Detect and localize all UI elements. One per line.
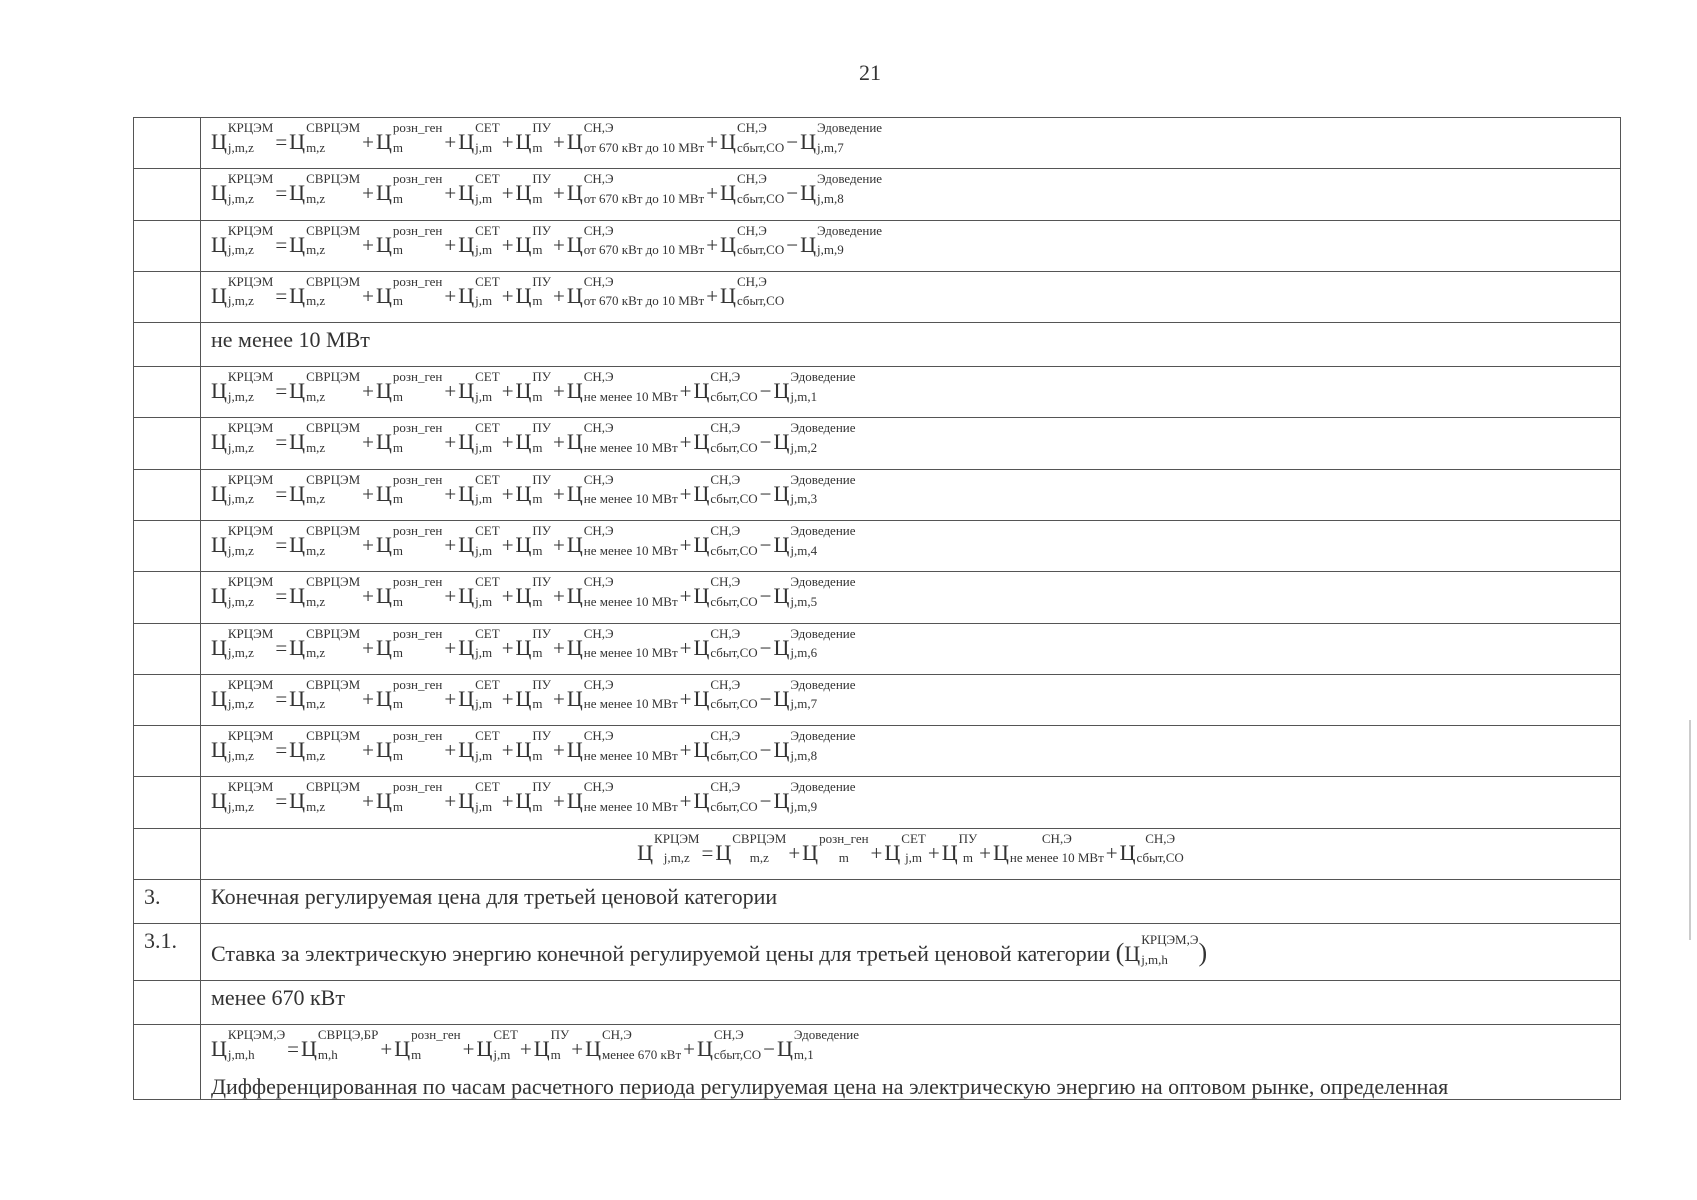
table-row: 3.1. Ставка за электрическую энергию конечной регулируемой цены для третьей ценовой категории (Ц КРЦЭМ,Э j,m,h ) <box>134 923 1621 980</box>
formula-term: Ц СЕТ j,m <box>458 369 500 404</box>
formula-term: Ц СВРЦЭМ m,z <box>289 471 361 507</box>
formula-term: Ц СН,Э не менее 10 МВт <box>566 779 678 815</box>
price-formula: Ц КРЦЭМ j,m,z =Ц СВРЦЭМ m,z +Ц розн_ген m +Ц СЕТ j,m +Ц ПУ m +Ц СН,Э не менее 10 МВт +Ц СН,Э сбыт,СО −Ц Эдоведение j,m,3 <box>211 482 856 506</box>
formula-term: Ц СН,Э сбыт,СО <box>720 222 785 258</box>
formula-term: Ц розн_ген m <box>376 728 443 763</box>
formula-term: Ц СВРЦЭМ m,z <box>289 522 361 558</box>
formula-term: Ц СЕТ j,m <box>458 120 500 155</box>
formula-cell <box>201 726 1621 777</box>
formula-term: Ц СЕТ j,m <box>458 420 500 456</box>
formula-term: Ц розн_ген m <box>394 1027 461 1062</box>
price-formula: Ц КРЦЭМ j,m,z =Ц СВРЦЭМ m,z +Ц розн_ген m +Ц СЕТ j,m +Ц ПУ m +Ц СН,Э не менее 10 МВт +Ц СН,Э сбыт,СО −Ц Эдоведение j,m,5 <box>211 584 856 608</box>
formula-cell <box>201 220 1621 271</box>
formula-term: Ц СЕТ j,m <box>458 171 500 206</box>
formula-term: Ц КРЦЭМ j,m,z <box>211 471 274 507</box>
table-row <box>134 220 1621 271</box>
table-row <box>134 777 1621 828</box>
table-row <box>134 726 1621 777</box>
formula-term: Ц розн_ген m <box>376 120 443 155</box>
formula-term: Ц КРЦЭМ j,m,z <box>211 369 274 404</box>
formula-term: Ц СВРЦЭМ m,z <box>289 171 361 206</box>
formula-term: Ц Эдоведение j,m,9 <box>773 779 856 815</box>
formula-cell <box>201 271 1621 322</box>
row-number-cell <box>134 828 201 879</box>
tariff-table <box>133 117 1621 1100</box>
price-formula: Ц КРЦЭМ j,m,z =Ц СВРЦЭМ m,z +Ц розн_ген m +Ц СЕТ j,m +Ц ПУ m +Ц СН,Э не менее 10 МВт +Ц СН,Э сбыт,СО −Ц Эдоведение j,m,7 <box>211 687 856 711</box>
row-number-cell <box>134 1025 201 1100</box>
formula-term: Ц ПУ m <box>533 1027 570 1062</box>
formula-term: Ц КРЦЭМ j,m,z <box>211 779 274 815</box>
formula-term: Ц СВРЦЭМ m,z <box>289 420 361 456</box>
row-number-cell <box>134 271 201 322</box>
formula-term: Ц ПУ m <box>515 522 552 558</box>
formula-term: Ц СН,Э сбыт,СО <box>720 120 785 155</box>
formula-term: Ц ПУ m <box>515 171 552 206</box>
formula-term: Ц ПУ m <box>515 420 552 456</box>
formula-term: Ц СВРЦЭМ m,z <box>289 625 361 661</box>
row-number-cell <box>134 520 201 571</box>
formula-term: Ц ПУ m <box>515 728 552 763</box>
formula-cell <box>201 623 1621 674</box>
formula-term: Ц Эдоведение j,m,5 <box>773 574 856 609</box>
formula-term: Ц СВРЦЭМ m,z <box>289 273 361 309</box>
formula-term: Ц СН,Э сбыт,СО <box>693 369 758 404</box>
page-number: 21 <box>859 60 881 85</box>
price-symbol: Ц КРЦЭМ,Э j,m,h <box>1124 931 1199 967</box>
formula-term: Ц СВРЦЭМ m,z <box>289 728 361 763</box>
formula-term: Ц Эдоведение j,m,8 <box>800 171 883 206</box>
formula-term: Ц СН,Э сбыт,СО <box>693 574 758 609</box>
section-number: 3.1. <box>134 923 201 980</box>
scan-edge-mark <box>1689 720 1691 940</box>
formula-term: Ц розн_ген m <box>376 574 443 609</box>
formula-term: Ц СН,Э не менее 10 МВт <box>566 625 678 661</box>
formula-term: Ц СН,Э сбыт,СО <box>693 471 758 507</box>
category-label: менее 670 кВт <box>201 981 1621 1025</box>
formula-term: Ц Эдоведение m,1 <box>777 1027 860 1062</box>
formula-term: Ц СН,Э от 670 кВт до 10 МВт <box>566 273 705 309</box>
price-formula: Ц КРЦЭМ j,m,z =Ц СВРЦЭМ m,z +Ц розн_ген m +Ц СЕТ j,m +Ц ПУ m +Ц СН,Э не менее 10 МВт +Ц СН,Э сбыт,СО −Ц Эдоведение j,m,1 <box>211 379 856 403</box>
formula-term: Ц КРЦЭМ j,m,z <box>211 676 274 712</box>
row-number-cell <box>134 418 201 469</box>
price-formula: Ц КРЦЭМ j,m,z =Ц СВРЦЭМ m,z +Ц розн_ген m +Ц СЕТ j,m +Ц ПУ m +Ц СН,Э от 670 кВт до 10 МВт +Ц СН,Э сбыт,СО <box>211 284 784 308</box>
formula-term: Ц СВРЦЭМ m,z <box>289 120 361 155</box>
formula-term: Ц ПУ m <box>515 471 552 507</box>
formula-cell <box>201 118 1621 169</box>
formula-term: Ц розн_ген m <box>376 222 443 258</box>
row-number-cell <box>134 981 201 1025</box>
table-row <box>134 828 1621 879</box>
formula-term: Ц СН,Э не менее 10 МВт <box>993 830 1104 866</box>
formula-term: Ц Эдоведение j,m,2 <box>773 420 856 456</box>
price-formula: Ц КРЦЭМ j,m,z =Ц СВРЦЭМ m,z +Ц розн_ген m +Ц СЕТ j,m +Ц ПУ m +Ц СН,Э от 670 кВт до 10 МВт +Ц СН,Э сбыт,СО −Ц Эдоведение j,m,8 <box>211 181 882 205</box>
formula-term: Ц КРЦЭМ j,m,z <box>211 420 274 456</box>
formula-term: Ц КРЦЭМ,Э j,m,h <box>211 1027 286 1062</box>
row-number-cell <box>134 118 201 169</box>
table-row <box>134 879 1621 923</box>
section-title: Конечная регулируемая цена для третьей ценовой категории <box>201 879 1621 923</box>
formula-term: Ц СН,Э сбыт,СО <box>693 522 758 558</box>
formula-cell <box>201 520 1621 571</box>
table-row <box>134 271 1621 322</box>
table-row <box>134 1025 1621 1100</box>
formula-term: Ц розн_ген m <box>802 830 869 866</box>
table-row <box>134 169 1621 220</box>
row-number-cell <box>134 220 201 271</box>
formula-term: Ц КРЦЭМ j,m,z <box>211 273 274 309</box>
formula-cell <box>201 674 1621 725</box>
formula-term: Ц СЕТ j,m <box>458 625 500 661</box>
table-row <box>134 367 1621 418</box>
formula-term: Ц розн_ген m <box>376 676 443 712</box>
formula-term: Ц СЕТ j,m <box>884 830 926 866</box>
formula-term: Ц СН,Э не менее 10 МВт <box>566 574 678 609</box>
formula-term: Ц розн_ген m <box>376 171 443 206</box>
formula-term: Ц Эдоведение j,m,7 <box>773 676 856 712</box>
formula-term: Ц Эдоведение j,m,6 <box>773 625 856 661</box>
formula-term: Ц СН,Э сбыт,СО <box>693 779 758 815</box>
formula-term: Ц СН,Э не менее 10 МВт <box>566 369 678 404</box>
formula-term: Ц СН,Э сбыт,СО <box>693 728 758 763</box>
formula-term: Ц СЕТ j,m <box>458 728 500 763</box>
formula-term: Ц СЕТ j,m <box>458 273 500 309</box>
row-number-cell <box>134 726 201 777</box>
formula-cell <box>201 469 1621 520</box>
formula-term: Ц СВРЦЭМ m,z <box>289 779 361 815</box>
formula-term: Ц ПУ m <box>515 574 552 609</box>
price-formula: Ц КРЦЭМ j,m,z =Ц СВРЦЭМ m,z +Ц розн_ген m +Ц СЕТ j,m +Ц ПУ m +Ц СН,Э от 670 кВт до 10 МВт +Ц СН,Э сбыт,СО −Ц Эдоведение j,m,7 <box>211 130 882 154</box>
formula-term: Ц ПУ m <box>515 779 552 815</box>
formula-term: Ц розн_ген m <box>376 522 443 558</box>
formula-term: Ц розн_ген m <box>376 471 443 507</box>
formula-cell <box>201 777 1621 828</box>
price-formula: Ц КРЦЭМ j,m,z =Ц СВРЦЭМ m,z +Ц розн_ген m +Ц СЕТ j,m +Ц ПУ m +Ц СН,Э не менее 10 МВт +Ц СН,Э сбыт,СО −Ц Эдоведение j,m,9 <box>211 789 856 813</box>
formula-term: Ц Эдоведение j,m,3 <box>773 471 856 507</box>
formula-cell <box>201 418 1621 469</box>
formula-term: Ц розн_ген m <box>376 625 443 661</box>
price-formula: Ц КРЦЭМ j,m,z =Ц СВРЦЭМ m,z +Ц розн_ген m +Ц СЕТ j,m +Ц ПУ m +Ц СН,Э не менее 10 МВт +Ц СН,Э сбыт,СО −Ц Эдоведение j,m,4 <box>211 533 856 557</box>
row-number-cell <box>134 674 201 725</box>
formula-term: Ц СЕТ j,m <box>458 574 500 609</box>
formula-term: Ц СН,Э от 670 кВт до 10 МВт <box>566 120 705 155</box>
formula-cell <box>201 572 1621 623</box>
table-row <box>134 469 1621 520</box>
formula-term: Ц СН,Э менее 670 кВт <box>585 1027 682 1062</box>
formula-term: Ц Эдоведение j,m,4 <box>773 522 856 558</box>
formula-term: Ц СН,Э от 670 кВт до 10 МВт <box>566 171 705 206</box>
formula-term: Ц СН,Э сбыт,СО <box>1119 830 1184 866</box>
formula-term: Ц КРЦЭМ j,m,z <box>211 625 274 661</box>
formula-term: Ц КРЦЭМ j,m,z <box>637 830 700 866</box>
formula-term: Ц СВРЦЭ,БР m,h <box>301 1027 379 1062</box>
formula-term: Ц ПУ m <box>515 369 552 404</box>
formula-term: Ц СЕТ j,m <box>476 1027 518 1062</box>
formula-term: Ц розн_ген m <box>376 273 443 309</box>
formula-term: Ц Эдоведение j,m,7 <box>800 120 883 155</box>
formula-term: Ц розн_ген m <box>376 369 443 404</box>
formula-term: Ц ПУ m <box>515 676 552 712</box>
formula-term: Ц КРЦЭМ j,m,z <box>211 120 274 155</box>
formula-term: Ц СВРЦЭМ m,z <box>289 369 361 404</box>
formula-term: Ц СН,Э не менее 10 МВт <box>566 522 678 558</box>
row-number-cell <box>134 169 201 220</box>
formula-term: Ц КРЦЭМ j,m,z <box>211 522 274 558</box>
table-row <box>134 520 1621 571</box>
formula-term: Ц розн_ген m <box>376 420 443 456</box>
formula-term: Ц ПУ m <box>515 222 552 258</box>
formula-term: Ц СН,Э не менее 10 МВт <box>566 728 678 763</box>
formula-term: Ц Эдоведение j,m,1 <box>773 369 856 404</box>
formula-term: Ц СН,Э сбыт,СО <box>720 273 785 309</box>
formula-term: Ц СН,Э сбыт,СО <box>693 676 758 712</box>
formula-term: Ц СЕТ j,m <box>458 471 500 507</box>
formula-term: Ц СН,Э не менее 10 МВт <box>566 420 678 456</box>
formula-term: Ц ПУ m <box>515 625 552 661</box>
formula-cell <box>201 828 1621 879</box>
section-description: Ставка за электрическую энергию конечной регулируемой цены для третьей ценовой категории <box>211 940 1111 966</box>
price-formula: Ц КРЦЭМ j,m,z =Ц СВРЦЭМ m,z +Ц розн_ген m +Ц СЕТ j,m +Ц ПУ m +Ц СН,Э не менее 10 МВт +Ц СН,Э сбыт,СО −Ц Эдоведение j,m,6 <box>211 636 856 660</box>
table-row <box>134 118 1621 169</box>
formula-term: Ц СН,Э сбыт,СО <box>693 420 758 456</box>
formula-term: Ц СЕТ j,m <box>458 779 500 815</box>
formula-term: Ц СН,Э сбыт,СО <box>696 1027 762 1062</box>
row-number-cell <box>134 777 201 828</box>
formula-term: Ц КРЦЭМ j,m,z <box>211 171 274 206</box>
formula-term: Ц Эдоведение j,m,8 <box>773 728 856 763</box>
formula-term: Ц КРЦЭМ j,m,z <box>211 728 274 763</box>
formula-term: Ц розн_ген m <box>376 779 443 815</box>
formula-term: Ц СН,Э от 670 кВт до 10 МВт <box>566 222 705 258</box>
formula-term: Ц СН,Э не менее 10 МВт <box>566 676 678 712</box>
table-row <box>134 623 1621 674</box>
section-number: 3. <box>134 879 201 923</box>
formula-term: Ц СН,Э сбыт,СО <box>693 625 758 661</box>
formula-cell <box>201 367 1621 418</box>
table-row <box>134 418 1621 469</box>
formula-term: Ц Эдоведение j,m,9 <box>800 222 883 258</box>
formula-term: Ц ПУ m <box>515 120 552 155</box>
table-row <box>134 572 1621 623</box>
formula-term: Ц СЕТ j,m <box>458 676 500 712</box>
formula-term: Ц СВРЦЭМ m,z <box>289 222 361 258</box>
table-row <box>134 323 1621 367</box>
price-formula: Ц КРЦЭМ,Э j,m,h =Ц СВРЦЭ,БР m,h +Ц розн_ген m +Ц СЕТ j,m +Ц ПУ m +Ц СН,Э менее 670 кВт +Ц СН,Э сбыт,СО −Ц Эдоведение m,1 <box>211 1037 859 1061</box>
formula-cell <box>201 169 1621 220</box>
table-row <box>134 981 1621 1025</box>
formula-term: Ц СН,Э сбыт,СО <box>720 171 785 206</box>
formula-term: Ц КРЦЭМ j,m,z <box>211 574 274 609</box>
price-formula: Ц КРЦЭМ j,m,z =Ц СВРЦЭМ m,z +Ц розн_ген m +Ц СЕТ j,m +Ц ПУ m +Ц СН,Э не менее 10 МВт +Ц СН,Э сбыт,СО −Ц Эдоведение j,m,2 <box>211 430 856 454</box>
row-number-cell <box>134 623 201 674</box>
price-formula: Ц КРЦЭМ j,m,z =Ц СВРЦЭМ m,z +Ц розн_ген m +Ц СЕТ j,m +Ц ПУ m +Ц СН,Э не менее 10 МВт +Ц СН,Э сбыт,СО <box>637 841 1184 865</box>
row-number-cell <box>134 367 201 418</box>
formula-term: Ц СВРЦЭМ m,z <box>715 830 787 866</box>
formula-term: Ц ПУ m <box>515 273 552 309</box>
row-number-cell <box>134 572 201 623</box>
formula-term: Ц СН,Э не менее 10 МВт <box>566 471 678 507</box>
formula-term: Ц КРЦЭМ j,m,z <box>211 222 274 258</box>
paragraph-text: Дифференцированная по часам расчетного периода регулируемая цена на электрическую энергию на оптовом рынке, определенная <box>211 1073 1449 1099</box>
row-number-cell <box>134 323 201 367</box>
formula-term: Ц СВРЦЭМ m,z <box>289 574 361 609</box>
formula-term: Ц СВРЦЭМ m,z <box>289 676 361 712</box>
price-formula: Ц КРЦЭМ j,m,z =Ц СВРЦЭМ m,z +Ц розн_ген m +Ц СЕТ j,m +Ц ПУ m +Ц СН,Э не менее 10 МВт +Ц СН,Э сбыт,СО −Ц Эдоведение j,m,8 <box>211 738 856 762</box>
formula-term: Ц СЕТ j,m <box>458 222 500 258</box>
table-row <box>134 674 1621 725</box>
price-formula: Ц КРЦЭМ j,m,z =Ц СВРЦЭМ m,z +Ц розн_ген m +Ц СЕТ j,m +Ц ПУ m +Ц СН,Э от 670 кВт до 10 МВт +Ц СН,Э сбыт,СО −Ц Эдоведение j,m,9 <box>211 233 882 257</box>
row-number-cell <box>134 469 201 520</box>
formula-term: Ц СЕТ j,m <box>458 522 500 558</box>
formula-term: Ц ПУ m <box>941 830 978 866</box>
category-label: не менее 10 МВт <box>201 323 1621 367</box>
